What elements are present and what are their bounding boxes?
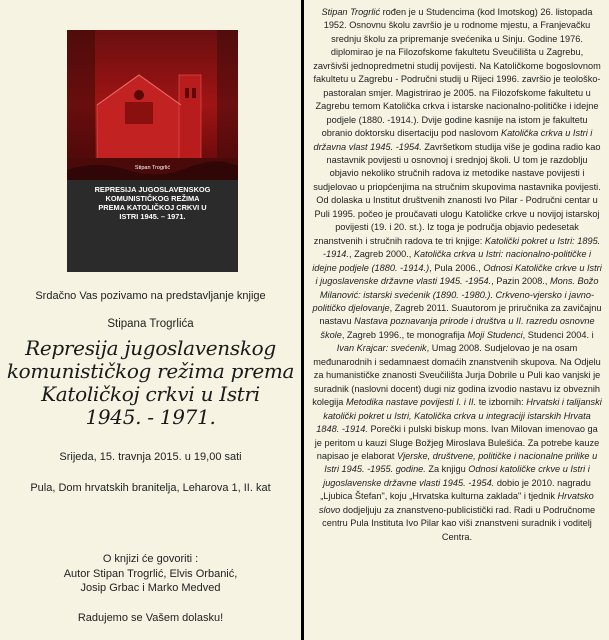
bio-segment: , Pazin 2008., — [491, 276, 550, 287]
bio-segment: , Pula 2006., — [429, 262, 484, 273]
closing-text: Radujemo se Vašem dolasku! — [77, 612, 224, 624]
bio-segment: dodjeljuju za znanstveno-publicistički rad. Radi u Područnome centru Pula Instituta Ivo Pilar kao viši znanstveni suradnik i voditelj Centra. — [322, 504, 596, 542]
cover-title-line: ISTRI 1945. – 1971. — [119, 212, 186, 221]
invitation-intro: Srdačno Vas pozivamo na predstavljanje knjige — [35, 290, 266, 302]
bio-segment: Odnosi katoličke crkve u Istri i jugoslavenske državne vlasti 1945. -1954. — [323, 464, 590, 488]
invitation-author: Stipana Trogrlića — [107, 318, 194, 330]
bio-segment: Stipan Trogrlić — [321, 7, 381, 17]
bio-segment: Mons. Božo Milanović: istarski svećenik (1890. -1980.). Crkveno-vjersko i javno-političko djelovanje — [312, 276, 599, 313]
invitation-panel — [0, 0, 301, 640]
bio-segment: Nastava poznavanja prirode i društva u II. razredu osnovne škole — [320, 316, 595, 340]
speakers-line: Josip Grbac i Marko Medved — [80, 582, 221, 594]
bio-segment: , Zagreb 1996., te monografija — [341, 329, 468, 340]
cover-title — [73, 185, 232, 221]
cover-author: Stipan Trogrlić — [134, 165, 171, 171]
book-title-line: 1945. - 1971. — [85, 405, 216, 429]
cover-title-line: PREMA KATOLIČKOJ CRKVI U — [98, 203, 207, 212]
bio-segment: , Studenci 2004. i — [522, 329, 594, 340]
bio-segment: Završetkom studija više je godina radio kao nastavnik povijesti u osnovnoj i srednjoj školi. U tom je razdoblju objavio nekoliko stručnih radova iz metodike nastave povijesti i sudjelovao u priopćenjima na stručnim skupovima nastavnika povijesti. Od dolaska u Institut društvenih znanosti Ivo Pilar - Područni centar u Puli 1995. počeo je proučavati ulogu Katoličke crkve u novijoj istarskoj povijesti (19. i 20. st.). Iz toga je područja objavio pedesetak znanstvenih i stručnih radova te tri knjige: — [313, 141, 601, 246]
bio-segment: dobio je 2010. nagradu „Ljubica Štefan", koju „Hrvatska kulturna zaklada" i tjednik — [320, 477, 591, 502]
bio-segment: Za knjigu — [425, 464, 469, 475]
bio-segment: Hrvatsko slovo — [318, 491, 594, 515]
bio-segment: , Zagreb 2011. Suautorom je priručnika za zavičajnu nastavu — [319, 302, 602, 327]
biography-panel — [304, 0, 609, 640]
bio-segment: Hrvatski i talijanski katolički pokret u Istri, Katolička crkva u integraciji istarskih Hrvata 1848. -1914. — [316, 397, 602, 435]
book-title — [0, 337, 301, 429]
book-title-line: Katoličkoj crkvi u Istri — [41, 382, 260, 406]
bio-segment: Vjerske, društvene, političke i nacionalne prilike u Istri 1945. -1955. godine. — [324, 450, 598, 475]
bio-segment: te izbornih: — [476, 397, 527, 408]
bio-segment: , Zagreb 2000., — [348, 249, 414, 260]
bio-segment: Katolički pokret u Istri: 1895. -1914. — [322, 235, 601, 260]
event-place: Pula, Dom hrvatskih branitelja, Leharova 1, II. kat — [30, 482, 271, 494]
book-title-line: Represija jugoslavenskog — [25, 336, 276, 360]
event-datetime: Srijeda, 15. travnja 2015. u 19,00 sati — [59, 451, 242, 463]
bio-segment: Moji Studenci — [467, 329, 523, 340]
cover-title-line: REPRESIJA JUGOSLAVENSKOG — [94, 185, 211, 194]
bio-segment: Katolička crkva u Istri i državna vlast 1945. -1954. — [313, 128, 593, 152]
speakers — [0, 552, 301, 596]
bio-segment: rođen je u Studencima (kod Imotskog) 26. listopada 1952. Osnovnu školu završio je u rodnome mjestu, a Franjevačku srednju školu za pripremanje svećenika u Sinju. Godine 1976. diplomirao je na Filozofskome fakultetu Sveučilišta u Zagrebu, završivši jednopredmetni studij povijesti. Na Katoličkome bogoslovnom fakultetu u Zagrebu - Područni studij u Rijeci 1996. završio je teološko-pastoralan smjer. Magistrirao je 2005. na Filozofskome fakultetu u Zagrebu temom Katolička crkva i istarske nacionalno-političke i idejne podjele (1880. -1914.). Dvije godine kasnije na istom je fakultetu obranio doktorsku disertaciju pod naslovom — [313, 7, 601, 139]
book-cover — [67, 30, 238, 272]
speakers-line: O knjizi će govoriti : — [102, 553, 199, 565]
bio-segment: , Umag 2008. Sudjelovao je na osam međunarodnih i sedamnaest domaćih znanstvenih skupova. Na Odjelu za humanističke znanosti Sveučilišta Jurja Dobrile u Puli kao vanjski je suradnik (naslovni docent) dugi niz godina izvodio nastavu iz obveznih kolegija — [312, 343, 601, 408]
bio-segment: Porečki i pulski biskup mons. Ivan Milovan imenovao ga je peritom u kauzi Sluge Božjeg Miroslava Bulešića. Za potrebe kauze napisao je elaborat — [314, 424, 600, 461]
cover-title-line: KOMUNISTIČKOG REŽIMA — [105, 194, 200, 203]
book-title-line: komunističkog režima prema — [6, 359, 295, 383]
speakers-line: Autor Stipan Trogrlić, Elvis Orbanić, — [63, 567, 238, 580]
bio-segment: Odnosi Katoličke crkve u Istri i jugoslavenske državne vlasti 1945. -1954. — [315, 262, 602, 287]
bio-segment: Metodika nastave povijesti I. i II. — [345, 397, 477, 408]
biography-text — [312, 6, 602, 544]
bio-segment: Katolička crkva u Istri: nacionalno-političke i idejne podjele (1880. -1914.) — [312, 249, 592, 273]
bio-segment: Ivan Krajcar: svećenik — [336, 343, 427, 354]
church-photo — [67, 30, 238, 272]
